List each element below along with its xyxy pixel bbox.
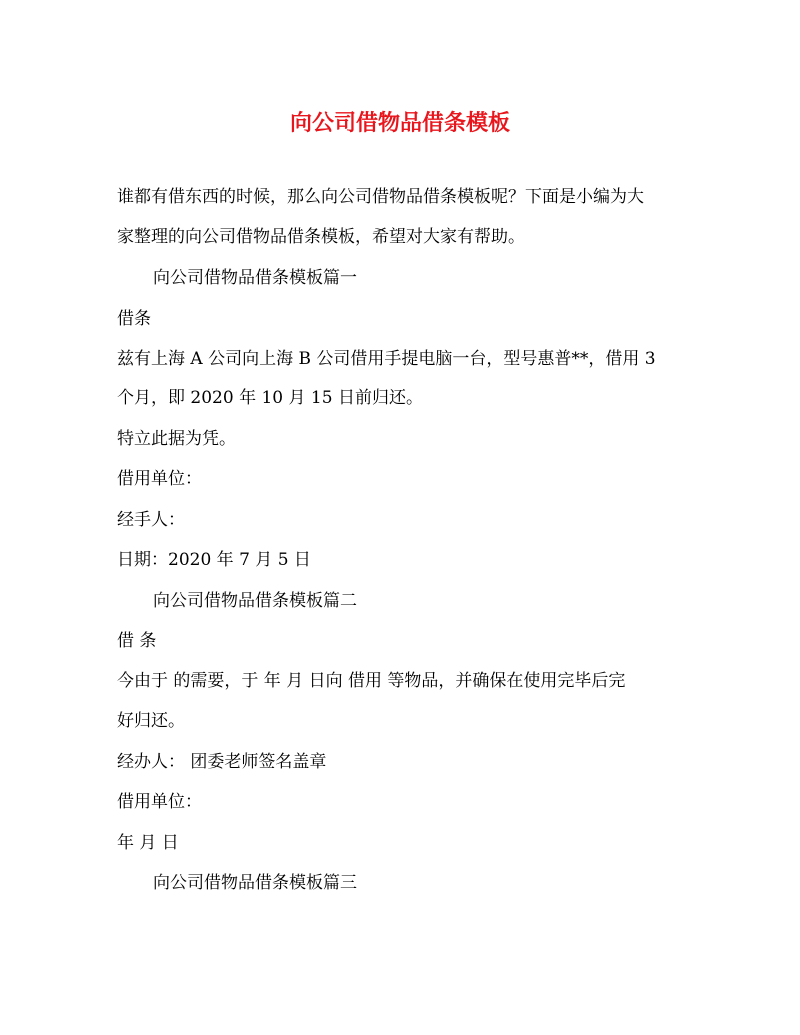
section2-borrower: 借用单位： xyxy=(117,792,202,812)
section1-date: 日期：2020 年 7 月 5 日 xyxy=(117,550,311,570)
section1-body-line-2: 个月，即 2020 年 10 月 15 日前归还。 xyxy=(117,388,423,408)
section2-heading: 向公司借物品借条模板篇二 xyxy=(153,591,357,611)
document-title: 向公司借物品借条模板 xyxy=(289,110,510,136)
section2-body-line-2: 好归还。 xyxy=(117,711,185,731)
intro-line-2: 家整理的向公司借物品借条模板，希望对大家有帮助。 xyxy=(117,227,525,247)
section1-body-line-1: 兹有上海 A 公司向上海 B 公司借用手提电脑一台，型号惠普**，借用 3 xyxy=(117,349,656,369)
section2-date: 年 月 日 xyxy=(117,833,179,853)
section1-handler: 经手人： xyxy=(117,510,185,530)
intro-line-1: 谁都有借东西的时候，那么向公司借物品借条模板呢？下面是小编为大 xyxy=(117,187,644,207)
section3-heading: 向公司借物品借条模板篇三 xyxy=(153,873,357,893)
section1-heading: 向公司借物品借条模板篇一 xyxy=(153,268,357,288)
section2-body-line-1: 今由于 的需要，于 年 月 日向 借用 等物品，并确保在使用完毕后完 xyxy=(117,671,626,691)
section1-borrower: 借用单位： xyxy=(117,469,202,489)
section2-handler: 经办人： 团委老师签名盖章 xyxy=(117,752,327,772)
section2-label: 借 条 xyxy=(117,631,157,651)
section1-label: 借条 xyxy=(117,309,151,329)
section1-proof: 特立此据为凭。 xyxy=(117,429,236,449)
